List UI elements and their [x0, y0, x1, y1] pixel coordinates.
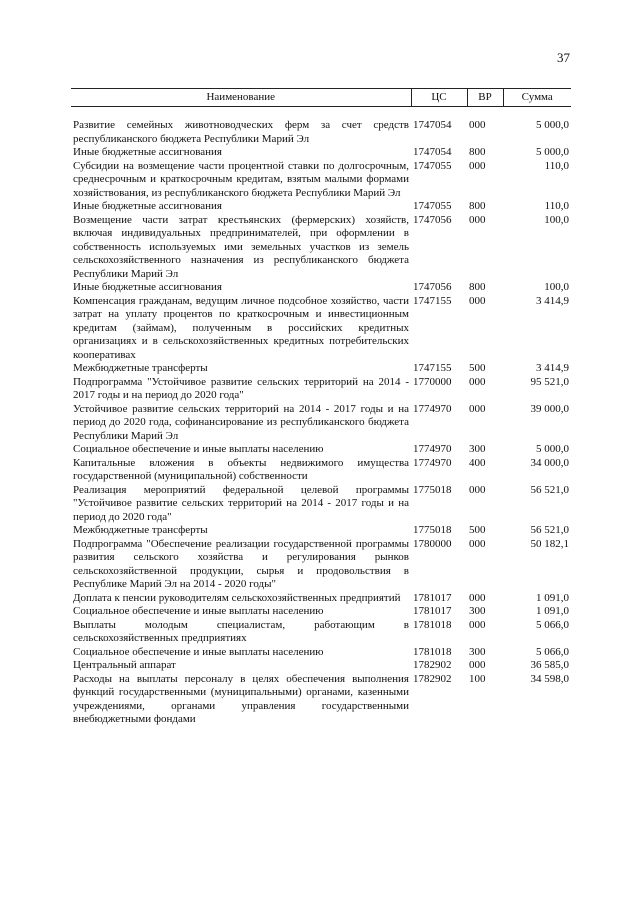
row-vr-cell: 000 — [469, 659, 486, 671]
table-row — [71, 200, 571, 214]
row-sum-cell: 5 000,0 — [536, 443, 569, 455]
row-sum-cell: 5 000,0 — [536, 119, 569, 131]
row-cs-cell: 1747155 — [413, 362, 452, 374]
table-row — [71, 107, 571, 147]
row-cs-cell: 1775018 — [413, 524, 452, 536]
row-vr-cell: 000 — [469, 119, 486, 131]
row-vr-cell: 000 — [469, 483, 486, 496]
row-cs-cell: 1780000 — [413, 537, 452, 550]
row-vr-cell: 300 — [469, 443, 486, 455]
row-name-cell: Расходы на выплаты персоналу в целях обеспечения выполнения функций государственными (муниципальными) органами, казенными учреждениями, органами управления государственными внебюджетными фондами — [73, 672, 409, 725]
row-cs-cell: 1747155 — [413, 294, 452, 307]
row-sum-cell: 39 000,0 — [530, 402, 569, 415]
row-name-cell: Доплата к пенсии руководителям сельскохозяйственных предприятий — [73, 591, 401, 604]
table-row — [71, 362, 571, 376]
row-vr-cell: 800 — [469, 200, 486, 212]
row-name-cell: Иные бюджетные ассигнования — [73, 200, 222, 212]
page-number: 37 — [557, 50, 570, 65]
row-name-cell: Развитие семейных животноводческих ферм за счет средств республиканского бюджета Республики Марий Эл — [73, 119, 409, 145]
table-row — [71, 214, 571, 282]
row-sum-cell: 3 414,9 — [536, 294, 569, 307]
row-cs-cell: 1747054 — [413, 146, 452, 158]
table-row — [71, 376, 571, 403]
column-header-name: Наименование — [71, 89, 411, 107]
column-header-vr: ВР — [467, 89, 503, 107]
row-vr-cell: 100 — [469, 672, 486, 685]
row-cs-cell: 1782902 — [413, 659, 452, 671]
row-cs-cell: 1747055 — [413, 159, 452, 172]
row-name-cell: Субсидии на возмещение части процентной ставки по долгосрочным, среднесрочным и краткосрочным кредитам, взятым малыми формами хозяйствования, из республиканского бюджета Республики Марий Эл — [73, 159, 409, 199]
column-header-cs: ЦС — [411, 89, 467, 107]
row-name-cell: Компенсация гражданам, ведущим личное подсобное хозяйство, части затрат на уплату процентов по краткосрочным и инвестиционным кредитам (займам), полученным в российских кредитных организациях и в сельскохозяйственных кредитных потребительских кооперативах — [73, 294, 409, 361]
row-sum-cell: 5 066,0 — [536, 645, 569, 658]
table-row — [71, 281, 571, 295]
row-vr-cell: 400 — [469, 456, 486, 469]
row-cs-cell: 1747056 — [413, 213, 452, 226]
row-name-cell: Выплаты молодым специалистам, работающим в сельскохозяйственных предприятиях — [73, 618, 409, 644]
row-name-cell: Реализация мероприятий федеральной целевой программы "Устойчивое развитие сельских территорий на 2014 - 2017 годы и на период до 2020 года" — [73, 483, 409, 523]
row-vr-cell: 000 — [469, 294, 486, 307]
row-cs-cell: 1781017 — [413, 591, 452, 604]
row-name-cell: Иные бюджетные ассигнования — [73, 281, 222, 293]
row-cs-cell: 1781017 — [413, 605, 452, 617]
row-sum-cell: 34 598,0 — [530, 672, 569, 685]
row-cs-cell: 1774970 — [413, 456, 452, 469]
row-name-cell: Иные бюджетные ассигнования — [73, 146, 222, 158]
row-vr-cell: 800 — [469, 281, 486, 293]
table-row — [71, 295, 571, 363]
row-name-cell: Центральный аппарат — [73, 659, 176, 671]
row-sum-cell: 5 000,0 — [536, 146, 569, 158]
row-sum-cell: 3 414,9 — [536, 362, 569, 374]
row-name-cell: Социальное обеспечение и иные выплаты населению — [73, 605, 324, 617]
row-cs-cell: 1781018 — [413, 645, 452, 658]
table-row — [71, 619, 571, 646]
row-sum-cell: 34 000,0 — [530, 456, 569, 469]
row-sum-cell: 95 521,0 — [530, 375, 569, 388]
row-cs-cell: 1770000 — [413, 375, 452, 388]
table-row — [71, 484, 571, 525]
table-row — [71, 538, 571, 592]
row-sum-cell: 5 066,0 — [536, 618, 569, 631]
row-name-cell: Капитальные вложения в объекты недвижимого имущества государственной (муниципальной) собственности — [73, 456, 409, 482]
row-cs-cell: 1781018 — [413, 618, 452, 631]
row-sum-cell: 56 521,0 — [530, 483, 569, 496]
row-sum-cell: 36 585,0 — [530, 659, 569, 671]
row-vr-cell: 000 — [469, 591, 486, 604]
table-row — [71, 403, 571, 444]
row-name-cell: Подпрограмма "Устойчивое развитие сельских территорий на 2014 - 2017 годы и на период до 2020 года" — [73, 375, 409, 401]
row-name-cell: Социальное обеспечение и иные выплаты населению — [73, 443, 324, 455]
row-name-cell: Подпрограмма "Обеспечение реализации государственной программы развития сельского хозяйства и регулирования рынков сельскохозяйственной продукции, сырья и продовольствия в Республике Марий Эл на 2014 - 2020 годы" — [73, 537, 409, 590]
row-sum-cell: 1 091,0 — [536, 591, 569, 604]
row-cs-cell: 1774970 — [413, 402, 452, 415]
row-cs-cell: 1774970 — [413, 443, 452, 455]
column-header-sum: Сумма — [503, 89, 571, 107]
row-cs-cell: 1775018 — [413, 483, 452, 496]
row-cs-cell: 1782902 — [413, 672, 452, 685]
budget-table — [71, 88, 571, 727]
row-cs-cell: 1747054 — [413, 119, 452, 131]
row-cs-cell: 1747056 — [413, 281, 452, 293]
row-vr-cell: 800 — [469, 146, 486, 158]
row-name-cell: Социальное обеспечение и иные выплаты населению — [73, 645, 324, 658]
row-vr-cell: 000 — [469, 375, 486, 388]
row-name-cell: Устойчивое развитие сельских территорий на 2014 - 2017 годы и на период до 2020 года, софинансирование из республиканского бюджета Республики Марий Эл — [73, 402, 409, 442]
table-body — [71, 107, 571, 727]
row-sum-cell: 50 182,1 — [530, 537, 569, 550]
row-sum-cell: 56 521,0 — [530, 524, 569, 536]
table-row — [71, 673, 571, 727]
row-name-cell: Возмещение части затрат крестьянских (фермерских) хозяйств, включая индивидуальных предпринимателей, при оформлении в собственность используемых ими земельных участков из земель сельскохозяйственного назначения из республиканского бюджета Республики Марий Эл — [73, 213, 409, 280]
row-vr-cell: 000 — [469, 618, 486, 631]
row-vr-cell: 300 — [469, 605, 486, 617]
table-row — [71, 443, 571, 457]
table-row — [71, 457, 571, 484]
row-vr-cell: 000 — [469, 537, 486, 550]
row-sum-cell: 100,0 — [544, 281, 569, 293]
row-sum-cell: 110,0 — [544, 200, 569, 212]
row-sum-cell: 100,0 — [544, 213, 569, 226]
table-header — [71, 89, 571, 107]
table-row — [71, 146, 571, 160]
table-row — [71, 592, 571, 606]
row-vr-cell: 500 — [469, 524, 486, 536]
row-name-cell: Межбюджетные трансферты — [73, 524, 208, 536]
row-cs-cell: 1747055 — [413, 200, 452, 212]
row-vr-cell: 000 — [469, 402, 486, 415]
table-row — [71, 646, 571, 660]
row-sum-cell: 110,0 — [544, 159, 569, 172]
row-vr-cell: 300 — [469, 645, 486, 658]
table-row — [71, 524, 571, 538]
row-sum-cell: 1 091,0 — [536, 605, 569, 617]
table-row — [71, 605, 571, 619]
table-row — [71, 659, 571, 673]
row-vr-cell: 000 — [469, 159, 486, 172]
row-vr-cell: 000 — [469, 213, 486, 226]
table-row — [71, 160, 571, 201]
row-name-cell: Межбюджетные трансферты — [73, 362, 208, 374]
row-vr-cell: 500 — [469, 362, 486, 374]
